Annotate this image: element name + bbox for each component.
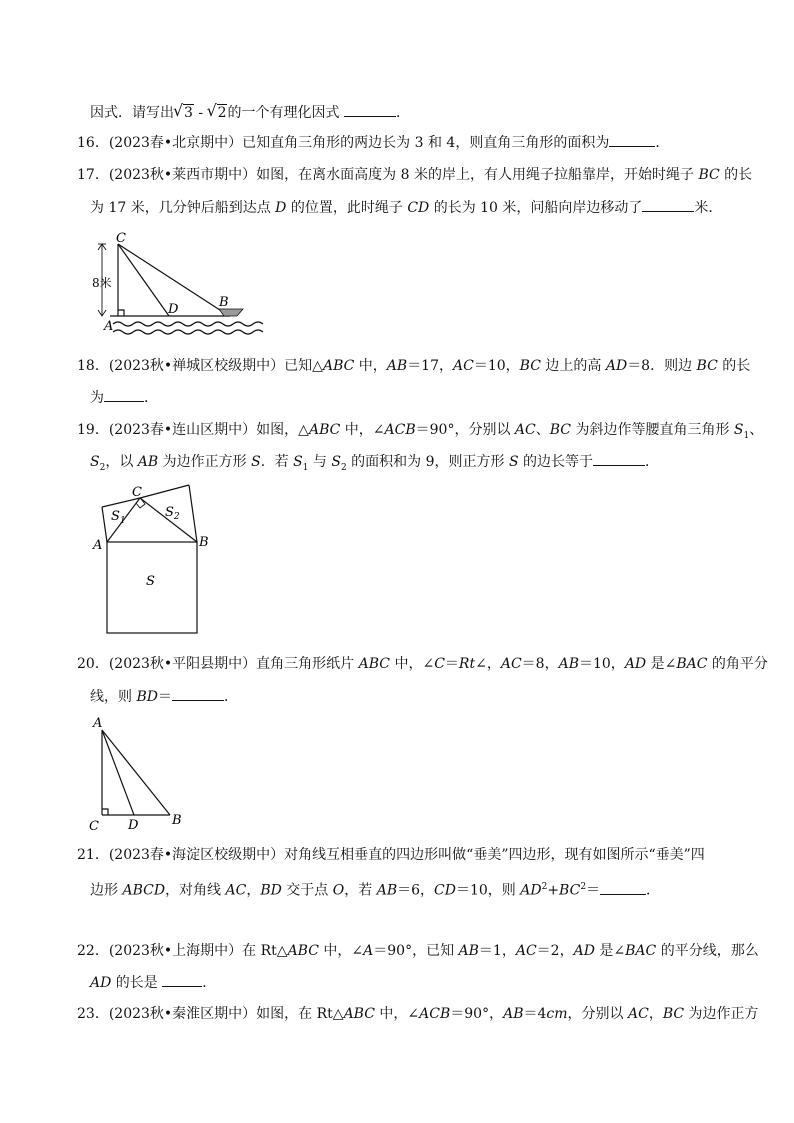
question-17-line2: 为 17 米，几分钟后船到达点 D 的位置，此时绳子 CD 的长为 10 米，问船向岸边移动了 米． [90,200,723,216]
answer-blank[interactable] [162,974,202,987]
question-21: 21．(2023春•海淀区校级期中）对角线互相垂直的四边形叫做“垂美”四边形，现有如图所示“垂美”四 [77,847,705,863]
question-20-line2: 线，则 BD＝ ． [90,689,238,705]
label-s1: $S_1$ [111,509,126,526]
question-22: 22．(2023秋•上海期中）在 Rt△ABC 中，∠A＝90°，已知 AB＝1，AC＝2，AD 是∠BAC 的平分线，那么 [77,943,759,959]
question-23: 23．(2023秋•秦淮区期中）如图，在 Rt△ABC 中，∠ACB＝90°，AB＝4cm，分别以 AC，BC 为边作正方 [77,1006,759,1022]
question-20: 20．(2023秋•平阳县期中）直角三角形纸片 ABC 中，∠C＝Rt∠，AC＝8，AB＝10，AD 是∠BAC 的角平分 [77,656,768,672]
label-height: 8米 [92,276,112,290]
question-21-line2: 边形 ABCD，对角线 AC，BD 交于点 O，若 AB＝6，CD＝10，则 $AD^2+BC^2=$ ． [90,882,661,899]
label-b: B [219,295,229,310]
label-s2: $S_2$ [165,505,180,522]
label-b: B [199,535,209,550]
question-18-line2: 为 ． [90,390,158,406]
question-19: 19．(2023春•连山区期中）如图，△ABC 中，∠ACB＝90°，分别以 AC、BC 为斜边作等腰直角三角形 $S_1$、 [77,422,764,441]
question-17: 17．(2023秋•莱西市期中）如图，在离水面高度为 8 米的岸上，有人用绳子拉船靠岸，开始时绳子 BC 的长 [77,167,753,183]
label-c: C [116,231,126,246]
question-19-line2: $S_2$，以 AB 为边作正方形 S．若 $S_1$ 与 $S_2$ 的面积和为 9，则正方形 S 的边长等于 ． [90,454,660,473]
label-d: D [168,302,179,317]
label-c: C [132,485,142,500]
sqrt-3: √ 3 [174,104,194,122]
label-b: B [172,813,182,828]
label-a: A [104,319,114,334]
label-d: D [128,818,139,833]
line-continuation: 因式．请写出√ 3 - √ 2的一个有理化因式 ． [90,104,410,122]
label-a: A [93,716,103,731]
question-16: 16．(2023春•北京期中）已知直角三角形的两边长为 3 和 4，则直角三角形的面积为 ． [77,135,670,151]
label-c: C [89,819,99,834]
question-22-line2: AD 的长是 ． [90,975,217,991]
label-a: A [93,538,103,553]
sqrt-2: √ 2 [208,104,228,122]
label-s: S [146,574,155,589]
answer-blank[interactable] [600,882,646,895]
question-18: 18．(2023秋•禅城区校级期中）已知△ABC 中，AB＝17，AC＝10，BC 边上的高 AD＝8．则边 BC 的长 [77,358,751,374]
